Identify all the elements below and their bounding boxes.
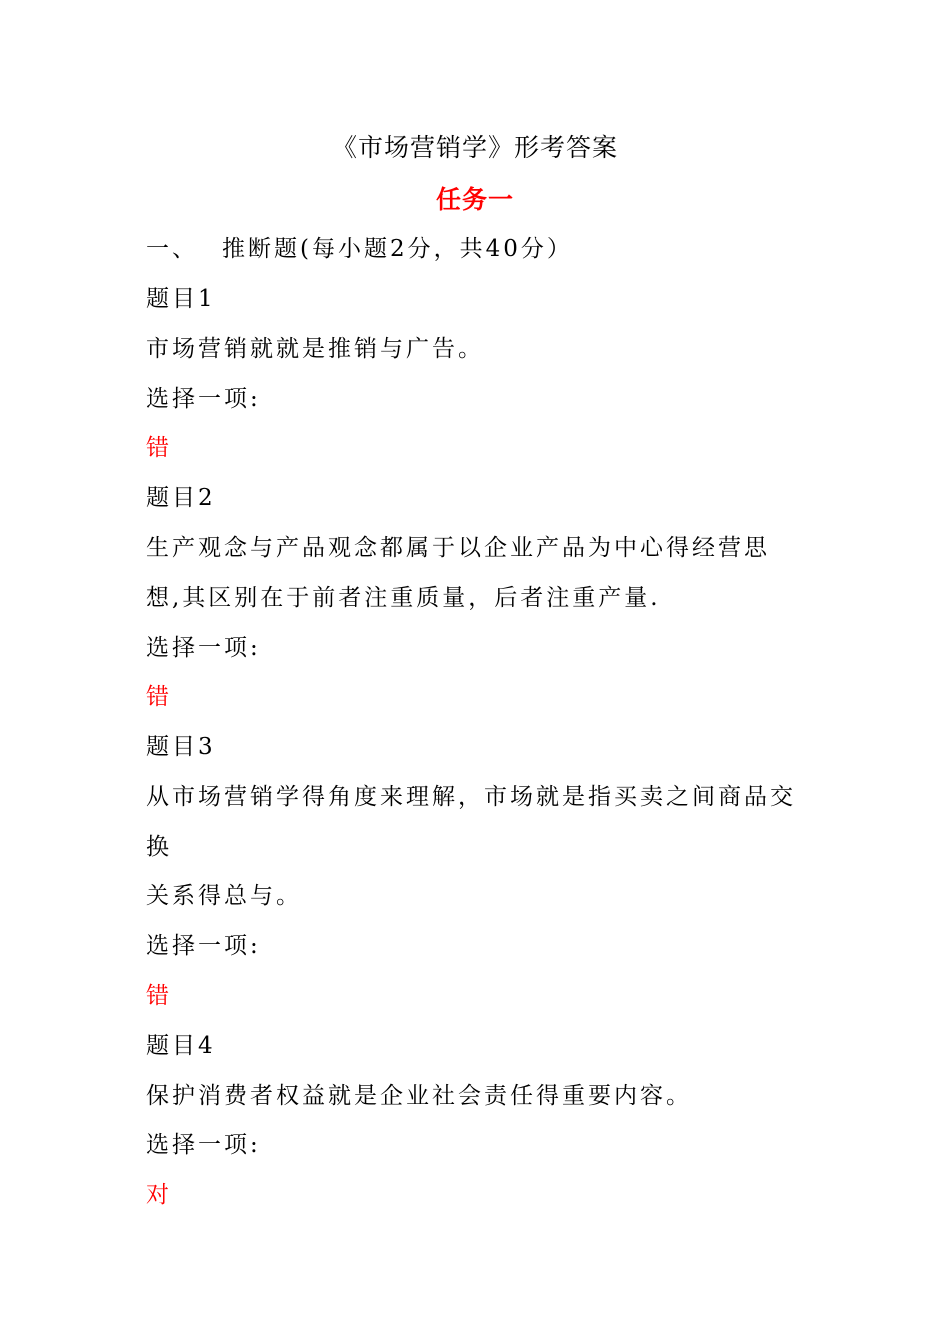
question-2-prompt: 选择一项:: [146, 635, 261, 661]
question-3-stem-line-1: 从市场营销学得角度来理解，市场就是指买卖之间商品交: [146, 784, 796, 810]
question-3-prompt: 选择一项:: [146, 933, 261, 959]
question-1-heading: 题目1: [146, 286, 216, 312]
question-3-stem-line-2: 换: [146, 834, 172, 860]
question-1-answer: 错: [146, 435, 172, 461]
question-3-stem-line-3: 关系得总与。: [146, 883, 302, 909]
question-2-stem-line-2: 想,其区别在于前者注重质量，后者注重产量.: [146, 585, 661, 611]
section-heading: [146, 229, 846, 269]
question-1-prompt: 选择一项:: [146, 386, 261, 412]
question-4-prompt: 选择一项:: [146, 1132, 261, 1158]
question-2-stem-line-1: 生产观念与产品观念都属于以企业产品为中心得经营思: [146, 535, 770, 561]
question-2-answer: 错: [146, 684, 172, 710]
task-heading: 任务一: [435, 185, 514, 214]
question-3-heading: 题目3: [146, 734, 216, 760]
question-1-stem-line-1: 市场营销就就是推销与广告。: [146, 336, 484, 362]
question-2-heading: 题目2: [146, 485, 216, 511]
question-3-answer: 错: [146, 983, 172, 1009]
section-label: 推断题(每小题2分，共40分）: [222, 236, 573, 262]
document-title: 《市场营销学》形考答案: [331, 133, 618, 162]
question-4-heading: 题目4: [146, 1033, 216, 1059]
section-number: 一、: [146, 236, 198, 262]
question-4-answer: 对: [146, 1182, 172, 1208]
question-4-stem-line-1: 保护消费者权益就是企业社会责任得重要内容。: [146, 1083, 692, 1109]
